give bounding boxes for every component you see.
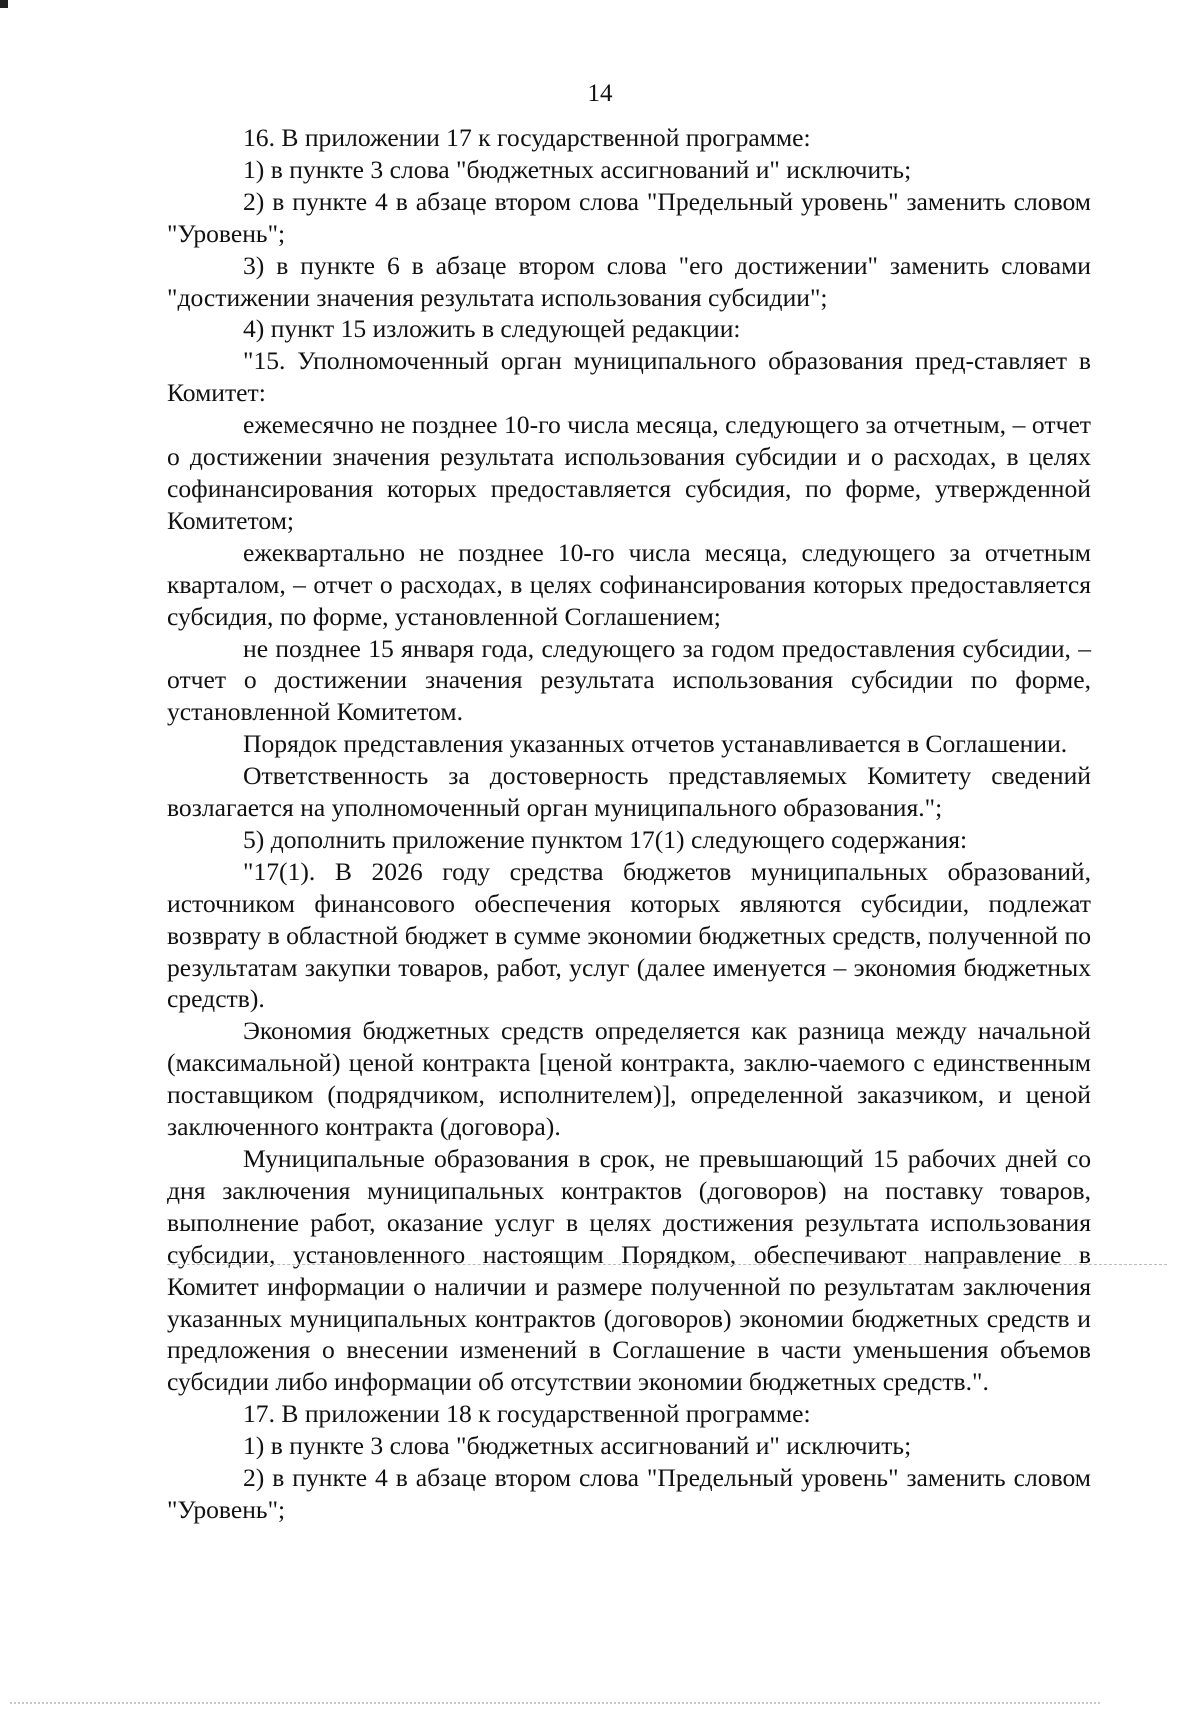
paragraph: 17. В приложении 18 к государственной программе:: [243, 1399, 811, 1429]
paragraph: Ответственность за достоверность представляемых Комитету сведений возлагается на уполномоченный орган муниципального образования.";: [167, 761, 1091, 823]
paragraph: "15. Уполномоченный орган муниципального образования пред-ставляет в Комитет:: [167, 346, 1091, 408]
paragraph: не позднее 15 января года, следующего за годом предоставления субсидии, – отчет о достижении значения результата использования субсидии по форме, установленной Комитетом.: [167, 633, 1091, 727]
paragraph: 5) дополнить приложение пунктом 17(1) следующего содержания:: [243, 824, 968, 854]
paragraph: Порядок представления указанных отчетов устанавливается в Соглашении.: [243, 729, 1068, 759]
paragraph: ежемесячно не позднее 10-го числа месяца, следующего за отчетным, – отчет о достижении значения результата использования субсидии и о расходах, в целях софинансирования которых предоставляется субсидия, по форме, утвержденной Комитетом;: [167, 410, 1091, 535]
scan-artifact: [0, 0, 8, 8]
paragraph: "17(1). В 2026 году средства бюджетов муниципальных образований, источником финансового обеспечения которых являются субсидии, подлежат возврату в областной бюджет в сумме экономии бюджетных средств, полученной по результатам закупки товаров, работ, услуг (далее именуется – экономия бюджетных средств).: [167, 856, 1091, 1014]
paragraph: 1) в пункте 3 слова "бюджетных ассигнований и" исключить;: [243, 1431, 912, 1461]
paragraph: Экономия бюджетных средств определяется как разница между начальной (максимальной) ценой контракта [ценой контракта, заклю-чаемого с единственным поставщиком (подрядчиком, исполнителем)], определенной заказчиком, и ценой заключенного контракта (договора).: [167, 1016, 1091, 1142]
paragraph: 1) в пункте 3 слова "бюджетных ассигнований и" исключить;: [243, 154, 912, 184]
scan-artifact-bottom: [10, 1702, 1100, 1704]
paragraph: 16. В приложении 17 к государственной программе:: [243, 123, 811, 152]
paragraph: Муниципальные образования в срок, не превышающий 15 рабочих дней со дня заключения муниципальных контрактов (договоров) на поставку товаров, выполнение работ, оказание услуг в целях достижения результата использования субсидии, установленного настоящим Порядком, обеспечивают направление в Комитет информации о наличии и размере полученной по результатам заключения указанных муниципальных контрактов (договоров) экономии бюджетных средств и предложения о внесении изменений в Соглашение в части уменьшения объемов субсидии либо информации об отсутствии экономии бюджетных средств.".: [167, 1144, 1091, 1397]
paragraph: 2) в пункте 4 в абзаце втором слова "Предельный уровень" заменить словом "Уровень";: [167, 1463, 1091, 1524]
page-number: 14: [587, 80, 613, 107]
paragraph: 2) в пункте 4 в абзаце втором слова "Предельный уровень" заменить словом "Уровень";: [167, 186, 1091, 248]
paragraph: 3) в пункте 6 в абзаце втором слова "его достижении" заменить словами "достижении значения результата использования субсидии";: [167, 250, 1091, 312]
document-body: [167, 122, 1091, 1526]
paragraph: ежеквартально не позднее 10-го числа месяца, следующего за отчетным кварталом, – отчет о расходах, в целях софинансирования которых предоставляется субсидия, по форме, установленной Соглашением;: [167, 537, 1091, 631]
scan-artifact-line: [167, 1264, 1167, 1265]
paragraph: 4) пункт 15 изложить в следующей редакции:: [243, 314, 741, 344]
